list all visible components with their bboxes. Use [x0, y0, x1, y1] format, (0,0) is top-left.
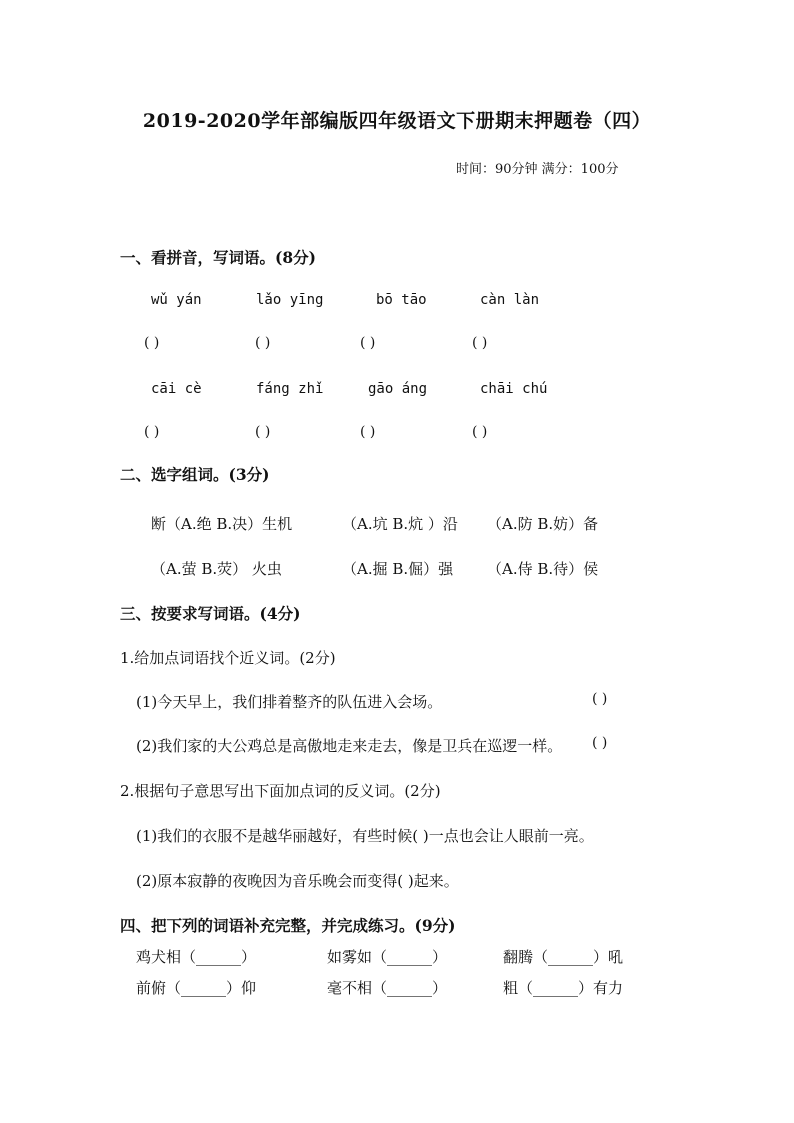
pinyin-item: càn làn — [480, 292, 540, 308]
pinyin-item: gāo áng — [368, 381, 428, 397]
fill-word[interactable]: 毫不相（______） — [327, 979, 448, 997]
choice-item: （A.防 B.妨）备 — [487, 515, 599, 533]
section-1-heading: 一、看拼音，写词语。(8分) — [120, 248, 316, 267]
pinyin-item: lǎo yīng — [256, 292, 324, 308]
answer-blank[interactable]: ( ) — [144, 424, 160, 440]
fill-word[interactable]: 粗（______）有力 — [503, 979, 624, 997]
answer-blank[interactable]: ( ) — [472, 424, 488, 440]
fill-word[interactable]: 鸡犬相（______） — [136, 948, 257, 966]
question-1: 1.给加点词语找个近义词。(2分) — [120, 649, 336, 667]
answer-blank[interactable]: ( ) — [360, 424, 376, 440]
pinyin-item: fáng zhǐ — [256, 381, 324, 397]
answer-blank[interactable]: ( ) — [592, 691, 608, 707]
answer-blank[interactable]: ( ) — [360, 335, 376, 351]
choice-item: （A.侍 B.待）侯 — [487, 560, 599, 578]
choice-item: 断（A.绝 B.决）生机 — [151, 515, 293, 533]
fill-word[interactable]: 翻腾（______）吼 — [503, 948, 624, 966]
question-1b: (2)我们家的大公鸡总是高傲地走来走去，像是卫兵在巡逻一样。 — [136, 737, 563, 755]
fill-word[interactable]: 前俯（______）仰 — [136, 979, 257, 997]
exam-meta: 时间：90分钟 满分：100分 — [456, 162, 619, 177]
question-2b: (2)原本寂静的夜晚因为音乐晚会而变得( )起来。 — [136, 872, 459, 890]
choice-item: （A.坑 B.炕 ）沿 — [342, 515, 458, 533]
pinyin-item: wǔ yán — [151, 292, 202, 308]
question-1a: (1)今天早上，我们排着整齐的队伍进入会场。 — [136, 693, 443, 711]
section-3-heading: 三、按要求写词语。(4分) — [120, 604, 301, 623]
pinyin-item: bō tāo — [376, 292, 427, 308]
pinyin-item: cāi cè — [151, 381, 202, 397]
question-2a: (1)我们的衣服不是越华丽越好，有些时候( )一点也会让人眼前一亮。 — [136, 827, 594, 845]
answer-blank[interactable]: ( ) — [144, 335, 160, 351]
pinyin-item: chāi chú — [480, 381, 548, 397]
choice-item: （A.掘 B.倔）强 — [342, 560, 454, 578]
choice-item: （A.萤 B.荧） 火虫 — [151, 560, 282, 578]
section-2-heading: 二、选字组词。(3分) — [120, 465, 270, 484]
answer-blank[interactable]: ( ) — [472, 335, 488, 351]
answer-blank[interactable]: ( ) — [255, 424, 271, 440]
fill-word[interactable]: 如雾如（______） — [327, 948, 448, 966]
question-2: 2.根据句子意思写出下面加点词的反义词。(2分) — [120, 782, 441, 800]
answer-blank[interactable]: ( ) — [255, 335, 271, 351]
section-4-heading: 四、把下列的词语补充完整，并完成练习。(9分) — [120, 916, 456, 935]
answer-blank[interactable]: ( ) — [592, 735, 608, 751]
page-title: 2019-2020学年部编版四年级语文下册期末押题卷（四） — [142, 110, 652, 132]
